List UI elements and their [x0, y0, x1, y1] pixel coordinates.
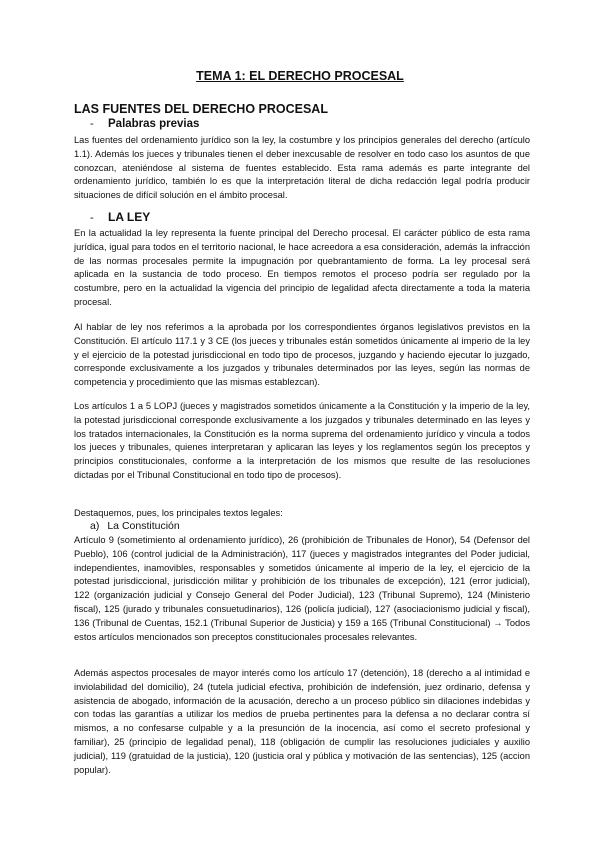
paragraph-la-ley-3: Los artículos 1 a 5 LOPJ (jueces y magistrados sometidos únicamente a la Constitución y la imperio de la ley, la potestad jurisdiccional corresponde exclusivamente a los juzgados y tribunales determinado en las leyes y los tratados internacionales, la Constitución es la norma suprema del ordenamiento jurídico y vincula a todos los jueces y tribunales, quienes interpretaran y aplicaran las leyes y los reglamentos según los preceptos y principios constitucionales, conforme a la interpretación de los mismos que resulte de las resoluciones dictadas por el Tribunal Constitucional en todo tipo de procesos).: [74, 401, 530, 480]
sub-marker: a): [90, 520, 100, 532]
bullet-dash: -: [90, 212, 94, 224]
bullet-label: LA LEY: [108, 210, 151, 224]
paragraph-textos-legales: Destaquemos, pues, los principales textos legales:: [74, 508, 283, 518]
bullet-palabras-previas: [90, 118, 199, 130]
paragraph-aspectos-procesales: Además aspectos procesales de mayor interés como los artículo 17 (detención), 18 (derecho a al intimidad e inviolabilidad del domicilio), 24 (tutela judicial efectiva, prohibición de indefensión, juez ordinario, defensa y asistencia de abogado, información de la acusación, derecho a un proceso público sin dilaciones indebidas y con todas las garantías a utilizar los medios de prueba pertinentes para la defensa a no declarar contra sí mismos, a no confesarse culpable y a la presunción de la inocencia, así como el secreto profesional y familiar), 25 (principio de legalidad penal), 118 (obligación de cumplir las resoluciones judiciales y auxilio judicial), 119 (gratuidad de la justicia), 120 (justicia oral y pública y motivación de las sentencias), 125 (accion popular).: [74, 668, 530, 775]
section-heading: LAS FUENTES DEL DERECHO PROCESAL: [74, 102, 328, 116]
paragraph-constitucion-articulos: Artículo 9 (sometimiento al ordenamiento jurídico), 26 (prohibición de Tribunales de Honor), 54 (Defensor del Pueblo), 106 (control judicial de la Administración), 117 (jueces y magistrados integrantes del Poder judicial, independientes, inamovibles, responsables y sometidos únicamente al imperio de la ley, el ejercicio de la potestad jurisdiccional, jurisdicción militar y prohibición de los tribunales de excepción), 121 (error judicial), 122 (organización judicial y Consejo General del Poder Judicial), 123 (Tribunal Supremo), 124 (Ministerio fiscal), 125 (jurado y tribunales consuetudinarios), 126 (policía judicial), 127 (asociacionismo judicial y fiscal), 136 (Tribunal de Cuentas, 152.1 (Tribunal Superior de Justicia) y 159 a 165 (Tribunal Constitucional) → Todos estos artículos mencionados son preceptos constitucionales procesales relevantes.: [74, 535, 530, 642]
bullet-dash: -: [90, 118, 94, 130]
paragraph-la-ley-1: En la actualidad la ley representa la fuente principal del Derecho procesal. El carácter público de esta rama jurídica, igual para todos en el territorio nacional, le hace acreedora a esa consideración, además la infracción de las normas procesales permite la impugnación por quebrantamiento de forma. La ley procesal será aplicada en la sustancia de todo proceso. En tiempos remotos el proceso podría ser regulado por la costumbre, pero en la actualidad la vigencia del principio de legalidad afecta directamente a toda la materia procesal.: [74, 228, 530, 307]
bullet-la-ley: [90, 210, 150, 224]
bullet-label: Palabras previas: [108, 118, 200, 130]
paragraph-la-ley-2: Al hablar de ley nos referimos a la aprobada por los correspondientes órganos legislativos previstos en la Constitución. El artículo 117.1 y 3 CE (los jueces y tribunales están sometidos únicamente al imperio de la ley y el ejercicio de la potestad jurisdiccional en todo tipo de procesos, juzgando y haciendo ejecutar lo juzgado, corresponde exclusivamente a los juzgados y tribunales determinados por las leyes, según las normas de competencia y procedimiento que las mismas establezcan).: [74, 322, 530, 388]
subheading-constitucion: [90, 520, 180, 532]
paragraph-palabras-previas: Las fuentes del ordenamiento jurídico son la ley, la costumbre y los principios generales del derecho (artículo 1.1). Además los jueces y tribunales tienen el deber inexcusable de resolver en todo caso los asuntos de que conozcan, ateniéndose al sistema de fuentes establecido. Esta rama además es parte integrante del ordenamiento jurídico, también lo es que la interpretación literal de dicha redacción legal podría producir situaciones de difícil solución en el ámbito procesal.: [74, 135, 530, 201]
sub-label: La Constitución: [107, 520, 180, 532]
document-title: TEMA 1: EL DERECHO PROCESAL: [196, 69, 404, 83]
